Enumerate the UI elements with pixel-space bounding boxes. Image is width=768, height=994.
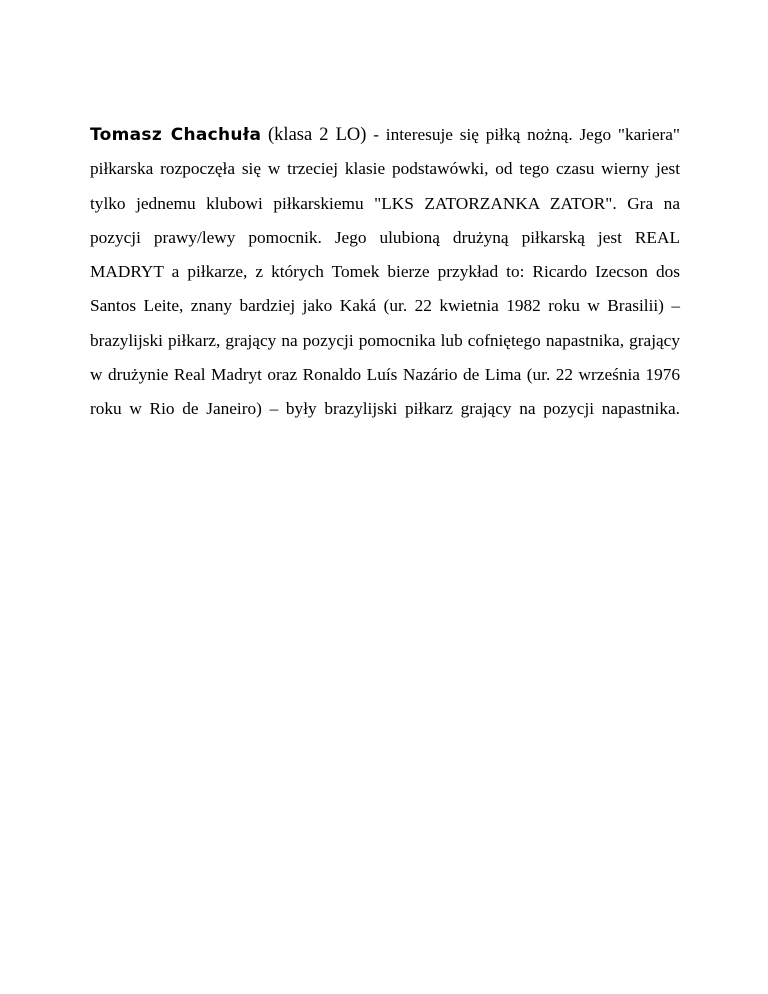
paragraph-body: - interesuje się piłką nożną. Jego "kariera" piłkarska rozpoczęła się w trzeciej klasie podstawówki, od tego czasu wierny jest tylko jednemu klubowi piłkarskiemu "LKS ZATORZANKA ZATOR". Gra na pozycji prawy/lewy pomocnik. Jego ulubioną drużyną piłkarską jest REAL MADRYT a piłkarze, z których Tomek bierze przykład to: Ricardo Izecson dos Santos Leite, znany bardziej jako Kaká (ur. 22 kwietnia 1982 roku w Brasilii) – brazylijski piłkarz, grający na pozycji pomocnika lub cofniętego napastnika, grający w drużynie Real Madryt oraz Ronaldo Luís Nazário de Lima (ur. 22 września 1976 roku w Rio de Janeiro) – były brazylijski piłkarz grający na pozycji napastnika. (90, 125, 680, 419)
profile-paragraph (90, 118, 680, 427)
class-info: (klasa 2 LO) (268, 125, 367, 145)
author-name: Tomasz Chachuła (90, 125, 262, 145)
